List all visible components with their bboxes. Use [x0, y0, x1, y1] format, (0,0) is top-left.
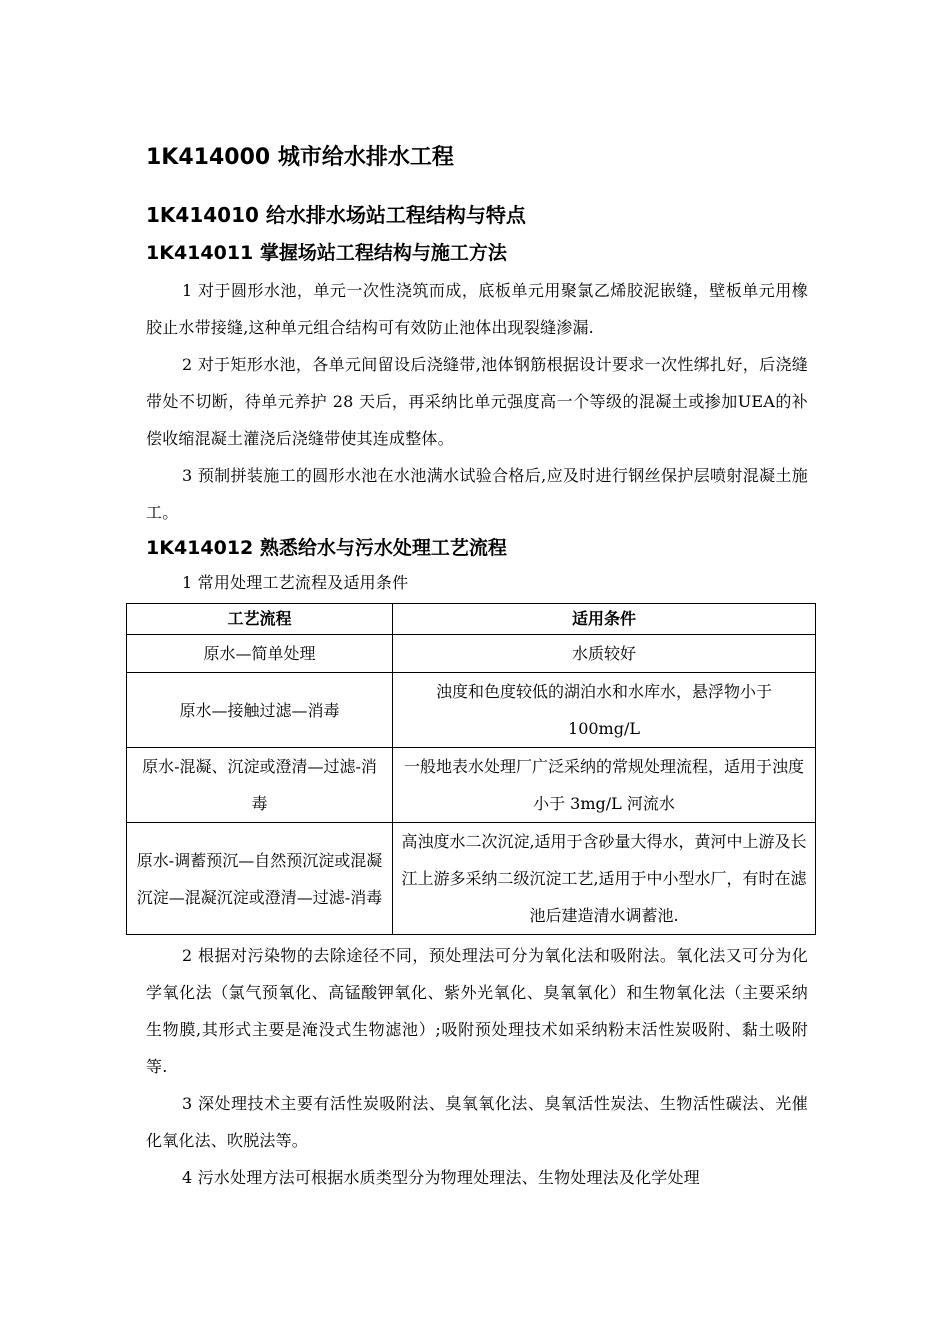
table-row — [127, 673, 816, 748]
table-cell: 原水-混凝、沉淀或澄清—过滤-消毒 — [127, 748, 393, 823]
table-header-row — [127, 604, 816, 635]
process-table — [126, 603, 816, 935]
paragraph-1-2: 2 对于矩形水池，各单元间留设后浇缝带,池体钢筋根据设计要求一次性绑扎好，后浇缝带处不切断，待单元养护 28 天后，再采纳比单元强度高一个等级的混凝土或掺加UEA的补偿收缩混凝土灌浇后浇缝带使其连成整体。 — [146, 355, 808, 448]
table-cell: 原水—简单处理 — [127, 635, 393, 673]
paragraph-2-3: 3 深处理技术主要有活性炭吸附法、臭氧氧化法、臭氧活性炭法、生物活性碳法、光催化氧化法、吹脱法等。 — [146, 1094, 808, 1150]
chapter-heading: 1K414000 城市给水排水工程 — [146, 145, 454, 170]
paragraph-2-2: 2 根据对污染物的去除途径不同，预处理法可分为氧化法和吸附法。氧化法又可分为化学氧化法（氯气预氧化、高锰酸钾氧化、紫外光氧化、臭氧氧化）和生物氧化法（主要采纳生物膜,其形式主要是淹没式生物滤池）;吸附预处理技术如采纳粉末活性炭吸附、黏土吸附等. — [146, 946, 808, 1076]
paragraph-1-1: 1 对于圆形水池，单元一次性浇筑而成，底板单元用聚氯乙烯胶泥嵌缝，壁板单元用橡胶止水带接缝,这种单元组合结构可有效防止池体出现裂缝渗漏. — [146, 281, 808, 337]
subsection-heading-2: 1K414012 熟悉给水与污水处理工艺流程 — [146, 537, 507, 559]
table-cell: 浊度和色度较低的湖泊水和水库水，悬浮物小于100mg/L — [393, 673, 816, 748]
table-row — [127, 635, 816, 673]
table-row — [127, 823, 816, 935]
document-page — [136, 140, 808, 1196]
table-row — [127, 748, 816, 823]
table-cell: 水质较好 — [393, 635, 816, 673]
subsection-heading-1: 1K414011 掌握场站工程结构与施工方法 — [146, 242, 507, 264]
table-header-cell: 适用条件 — [393, 604, 816, 635]
table-cell: 原水—接触过滤—消毒 — [127, 673, 393, 748]
section-heading: 1K414010 给水排水场站工程结构与特点 — [146, 203, 526, 227]
paragraph-1-3: 3 预制拼装施工的圆形水池在水池满水试验合格后,应及时进行钢丝保护层喷射混凝土施工。 — [146, 466, 808, 522]
table-header-cell: 工艺流程 — [127, 604, 393, 635]
paragraph-2-4: 4 污水处理方法可根据水质类型分为物理处理法、生物处理法及化学处理 — [182, 1168, 700, 1187]
table-cell: 高浊度水二次沉淀,适用于含砂量大得水，黄河中上游及长江上游多采纳二级沉淀工艺,适用于中小型水厂，有时在滤池后建造清水调蓄池. — [393, 823, 816, 935]
table-caption: 1 常用处理工艺流程及适用条件 — [182, 573, 409, 592]
table-cell: 原水-调蓄预沉—自然预沉淀或混凝沉淀—混凝沉淀或澄清—过滤-消毒 — [127, 823, 393, 935]
table-cell: 一般地表水处理厂广泛采纳的常规处理流程，适用于浊度小于 3mg/L 河流水 — [393, 748, 816, 823]
